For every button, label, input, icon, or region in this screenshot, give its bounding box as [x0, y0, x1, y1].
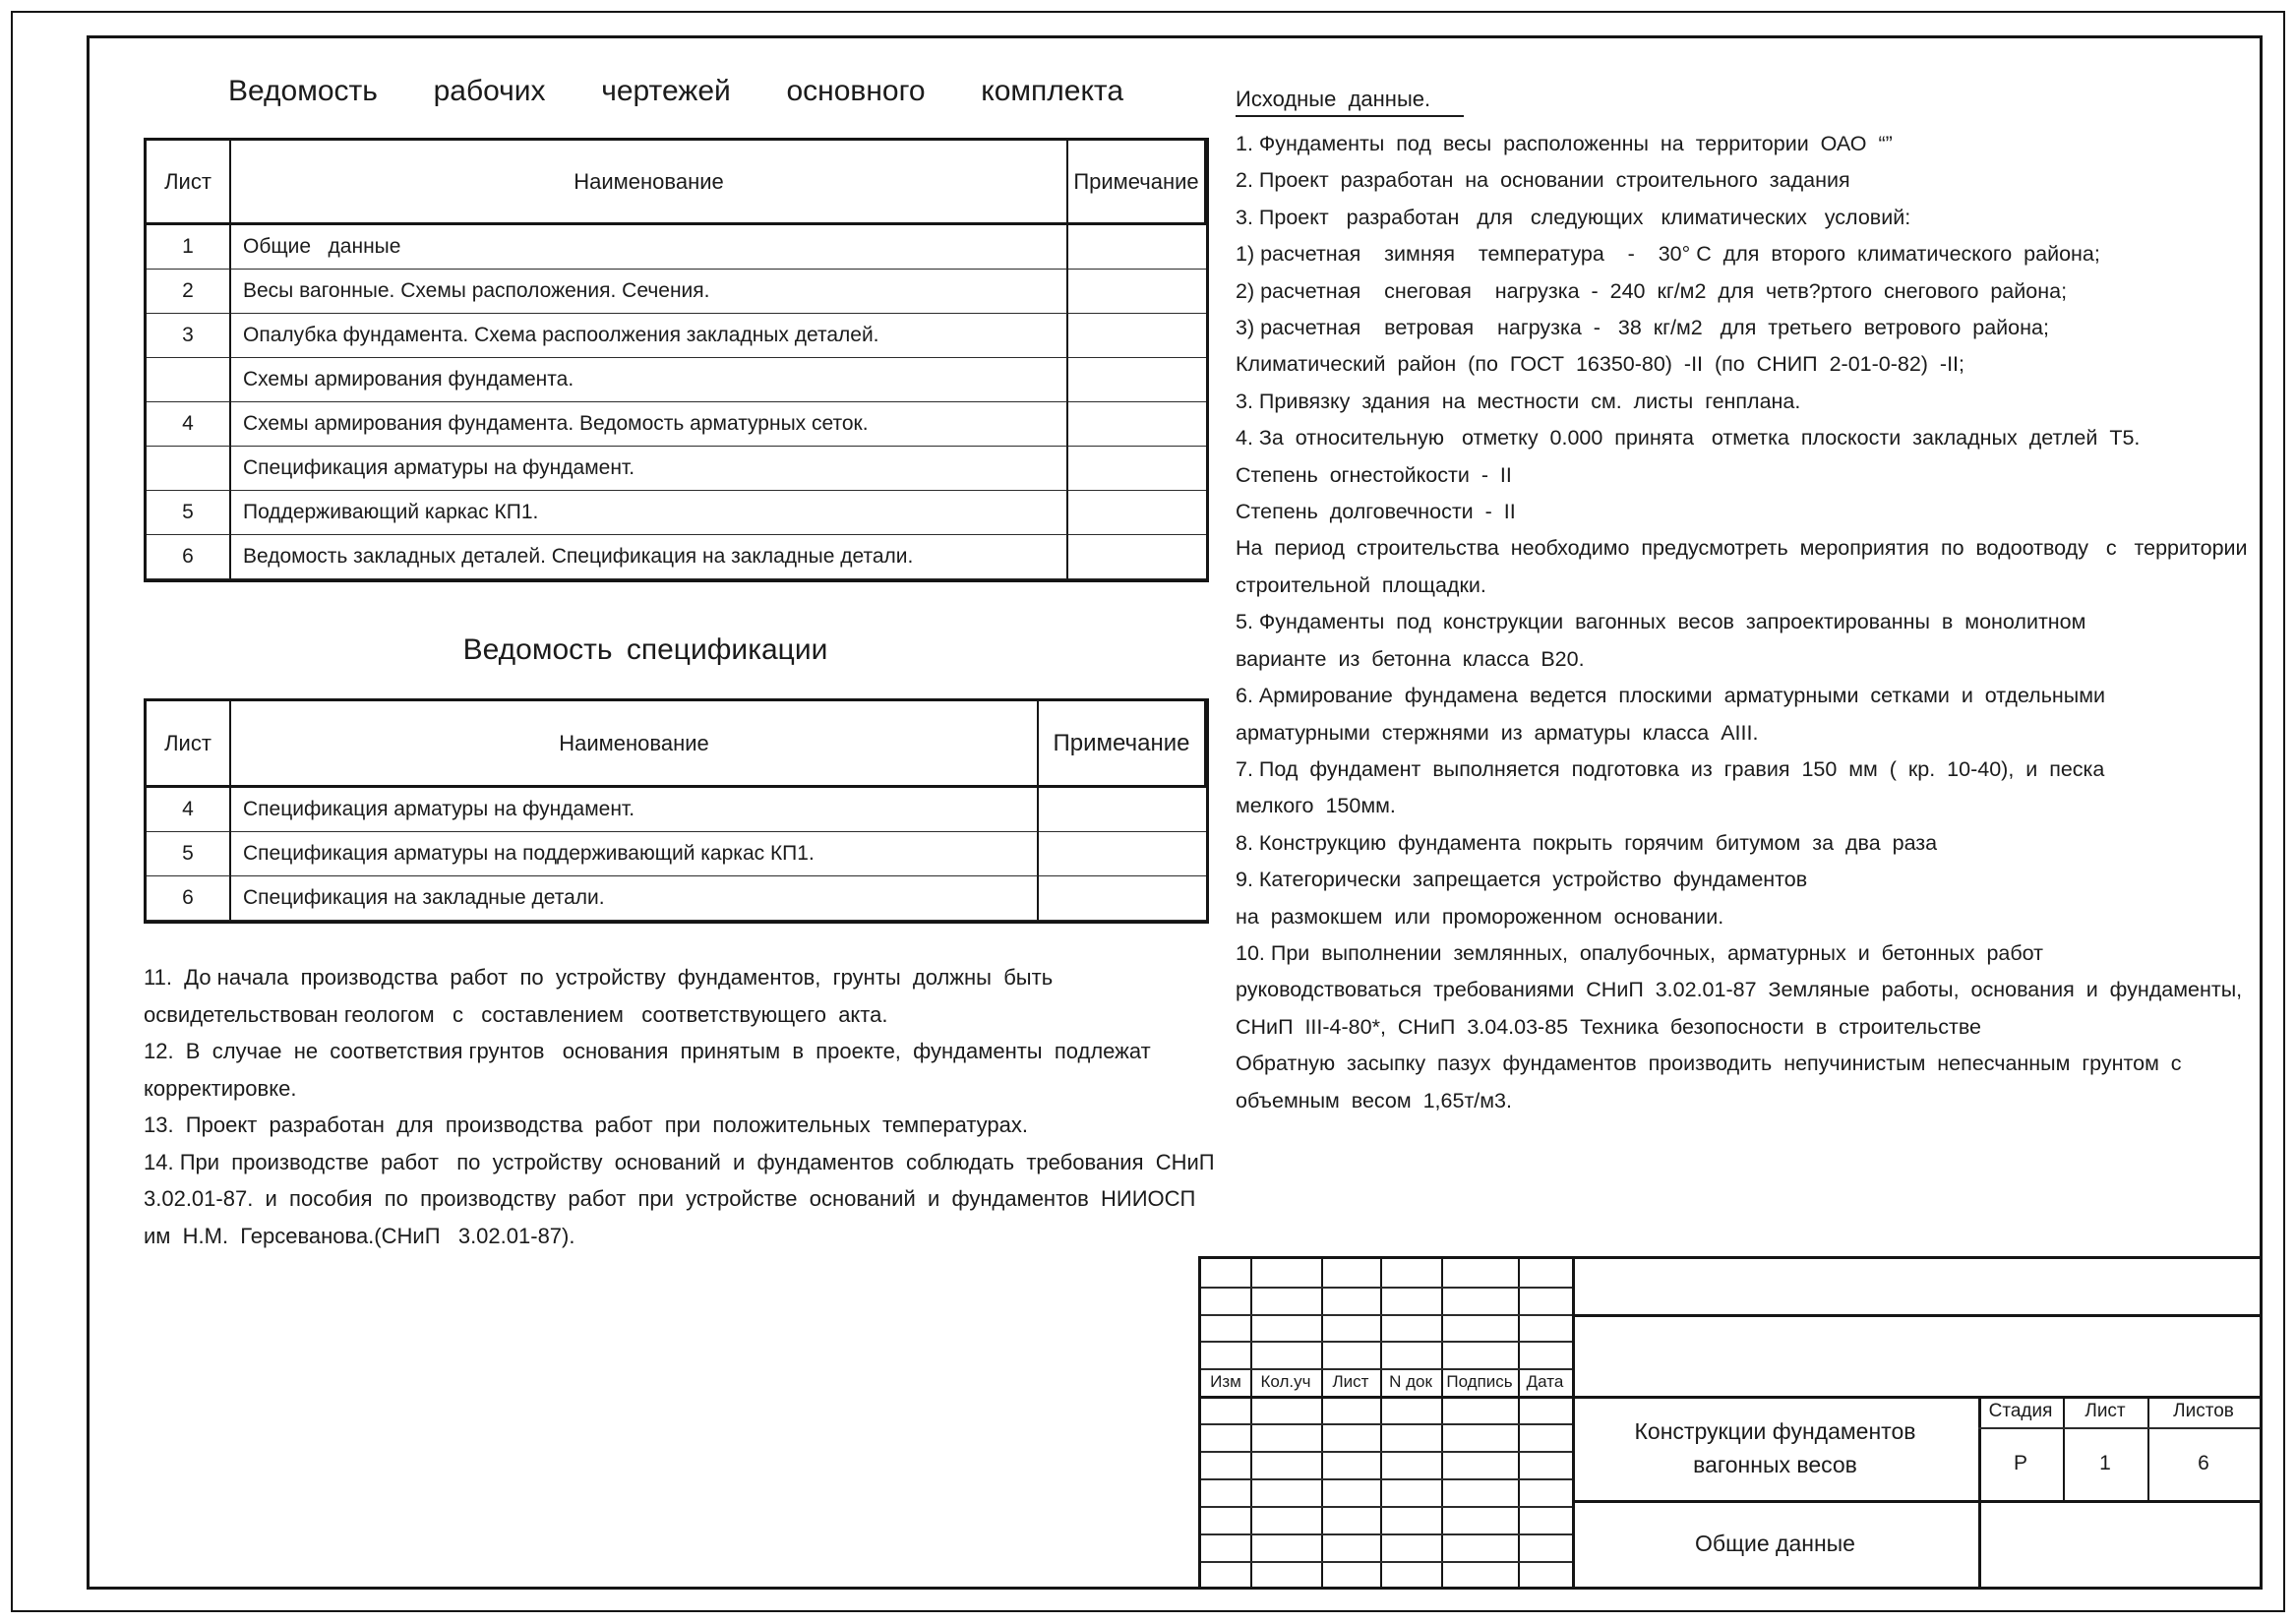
initial-data-line: 6. Армирование фундамена ведется плоскими арматурными сетками и отдельными [1236, 684, 2106, 708]
rev-header-data: Дата [1526, 1372, 1564, 1391]
row-name: Опалубка фундамента. Схема распоолжения закладных деталей. [231, 314, 1068, 358]
note-line: 14. При производстве работ по устройству оснований и фундаментов соблюдать требования СНиП [144, 1149, 1215, 1174]
initial-data-line: 1. Фундаменты под весы расположенны на территории ОАО “” [1236, 132, 1893, 155]
initial-data-line: Степень долговечности - II [1236, 500, 1516, 524]
row-sheet-number: 2 [147, 270, 231, 314]
row-note [1068, 358, 1206, 402]
row-sheet-number: 1 [147, 225, 231, 270]
rev-header-podpis: Подпись [1446, 1372, 1513, 1391]
row-name: Общие данные [231, 225, 1068, 270]
initial-data-line: 2. Проект разработан на основании строительного задания [1236, 168, 1850, 193]
row-name: Спецификация арматуры на фундамент. [231, 447, 1068, 491]
rev-header-izm: Изм [1210, 1372, 1241, 1391]
row-note [1068, 535, 1206, 579]
initial-data-line: 4. За относительную отметку 0.000 принята отметка плоскости закладных детлей Т5. [1236, 426, 2141, 451]
row-note [1068, 314, 1206, 358]
spec-list-title: Ведомость спецификации [462, 633, 828, 666]
row-note [1039, 876, 1206, 921]
note-line: корректировке. [144, 1075, 297, 1101]
initial-data-line: Обратную засыпку пазух фундаментов производить непучинистым непесчанным грунтом с [1236, 1052, 2182, 1076]
rev-header-list: Лист [1332, 1372, 1369, 1391]
initial-data-line: 2) расчетная снеговая нагрузка - 240 кг/м2 для четв?ртого снегового района; [1236, 278, 2068, 303]
initial-data-line: варианте из бетонна класса В20. [1236, 646, 1585, 671]
initial-data-line: 7. Под фундамент выполняется подготовка из гравия 150 мм ( кр. 10-40), и песка [1236, 756, 2105, 781]
document-title: Общие данные [1695, 1530, 1855, 1556]
row-name: Ведомость закладных деталей. Спецификация на закладные детали. [231, 535, 1068, 579]
row-sheet-number [147, 447, 231, 491]
initial-data-column [1236, 87, 2268, 1119]
grid-line [1572, 1314, 2260, 1317]
row-name: Схемы армирования фундамента. Ведомость арматурных сеток. [231, 402, 1068, 447]
row-name: Спецификация на закладные детали. [231, 876, 1039, 921]
initial-data-line: СНиП III-4-80*, СНиП 3.04.03-85 Техника безопосности в строительстве [1236, 1014, 1981, 1039]
grid-line [1201, 1478, 1572, 1480]
initial-data-line: 3. Проект разработан для следующих климатических условий: [1236, 205, 1911, 229]
rev-header-koluch: Кол.уч [1260, 1372, 1311, 1391]
row-name: Поддерживающий каркас КП1. [231, 491, 1068, 535]
grid-line [1201, 1341, 1572, 1343]
drawing-list-title: Ведомость рабочих чертежей основного комплекта [228, 75, 1123, 107]
col-header-sheet: Лист [147, 701, 231, 788]
initial-data-line: 3. Привязку здания на местности см. листы генплана. [1236, 389, 1801, 413]
note-line: им Н.М. Герсеванова.(СНиП 3.02.01-87). [144, 1223, 575, 1248]
spec-list-table [144, 698, 1209, 924]
sheet-label: Лист [2085, 1401, 2126, 1421]
row-name: Схемы армирования фундамента. [231, 358, 1068, 402]
col-header-sheet: Лист [147, 141, 231, 225]
initial-data-line: 9. Категорически запрещается устройство фундаментов [1236, 868, 1808, 892]
row-sheet-number: 4 [147, 402, 231, 447]
note-line: освидетельствован геологом с составлением соответствующего акта. [144, 1001, 888, 1027]
initial-data-lines [1236, 126, 2268, 1119]
col-header-name: Наименование [231, 701, 1039, 788]
row-note [1068, 402, 1206, 447]
row-note [1068, 491, 1206, 535]
initial-data-line: строительной площадки. [1236, 572, 1486, 597]
initial-data-line: на размокшем или промороженном основании. [1236, 904, 1724, 929]
project-title [1572, 1396, 1978, 1500]
row-sheet-number: 6 [147, 535, 231, 579]
row-note [1039, 832, 1206, 876]
row-sheet-number: 4 [147, 788, 231, 832]
row-sheet-number [147, 358, 231, 402]
initial-data-line: объемным весом 1,65т/м3. [1236, 1088, 1512, 1112]
initial-data-line: 3) расчетная ветровая нагрузка - 38 кг/м2 для третьего ветрового района; [1236, 316, 2049, 340]
row-note [1068, 270, 1206, 314]
general-notes [144, 959, 1215, 1254]
initial-data-line: мелкого 150мм. [1236, 794, 1396, 818]
note-line: 3.02.01-87. и пособия по производству работ при устройстве оснований и фундаментов НИИОСП [144, 1186, 1196, 1211]
row-sheet-number: 5 [147, 832, 231, 876]
initial-data-line: Климатический район (по ГОСТ 16350-80) -II (по СНИП 2-01-0-82) -II; [1236, 352, 1964, 377]
initial-data-line: 5. Фундаменты под конструкции вагонных весов запроектированны в монолитном [1236, 610, 2086, 634]
project-title-line1: Конструкции фундаментов [1634, 1418, 1916, 1444]
sheets-label: Листов [2173, 1401, 2234, 1421]
stage-value: Р [2013, 1452, 2027, 1474]
grid-line [1201, 1561, 1572, 1563]
note-line: 11. До начала производства работ по устройству фундаментов, грунты должны быть [144, 965, 1054, 990]
col-header-note: Примечание [1068, 141, 1206, 225]
initial-data-line: На период строительства необходимо предусмотреть мероприятия по водоотводу с территории [1236, 536, 2248, 561]
row-name: Спецификация арматуры на поддерживающий каркас КП1. [231, 832, 1039, 876]
col-header-note: Примечание [1039, 701, 1206, 788]
grid-line [1201, 1451, 1572, 1453]
grid-line [1201, 1423, 1572, 1425]
initial-data-heading: Исходные данные. [1236, 87, 1464, 117]
initial-data-line: 10. При выполнении землянных, опалубочных, арматурных и бетонных работ [1236, 940, 2043, 965]
row-name: Весы вагонные. Схемы расположения. Сечения. [231, 270, 1068, 314]
initial-data-line: арматурными стержнями из арматуры класса АIII. [1236, 720, 1759, 745]
row-note [1039, 788, 1206, 832]
project-title-line2: вагонных весов [1693, 1452, 1857, 1477]
row-sheet-number: 3 [147, 314, 231, 358]
initial-data-line: 1) расчетная зимняя температура - 30° С для второго климатического района; [1236, 242, 2100, 267]
grid-line [1201, 1533, 1572, 1535]
grid-line [1201, 1314, 1572, 1316]
grid-line [1201, 1506, 1572, 1508]
row-sheet-number: 6 [147, 876, 231, 921]
sheet-value: 1 [2099, 1452, 2111, 1474]
stage-label: Стадия [1988, 1401, 2053, 1421]
initial-data-line: 8. Конструкцию фундамента покрыть горячим битумом за два раза [1236, 830, 1938, 855]
initial-data-line: руководствоваться требованиями СНиП 3.02.01-87 Земляные работы, основания и фундаменты, [1236, 978, 2243, 1002]
grid-line [1201, 1287, 1572, 1289]
sheets-value: 6 [2198, 1452, 2209, 1474]
row-name: Спецификация арматуры на фундамент. [231, 788, 1039, 832]
title-block [1198, 1256, 2263, 1590]
rev-header-ndok: N док [1389, 1372, 1432, 1391]
row-note [1068, 447, 1206, 491]
drawing-list-table [144, 138, 1209, 582]
row-note [1068, 225, 1206, 270]
col-header-name: Наименование [231, 141, 1068, 225]
note-line: 12. В случае не соответствия грунтов основания принятым в проекте, фундаменты подлежат [144, 1039, 1151, 1063]
row-sheet-number: 5 [147, 491, 231, 535]
initial-data-line: Степень огнестойкости - II [1236, 462, 1512, 487]
note-line: 13. Проект разработан для производства работ при положительных температурах. [144, 1112, 1028, 1137]
